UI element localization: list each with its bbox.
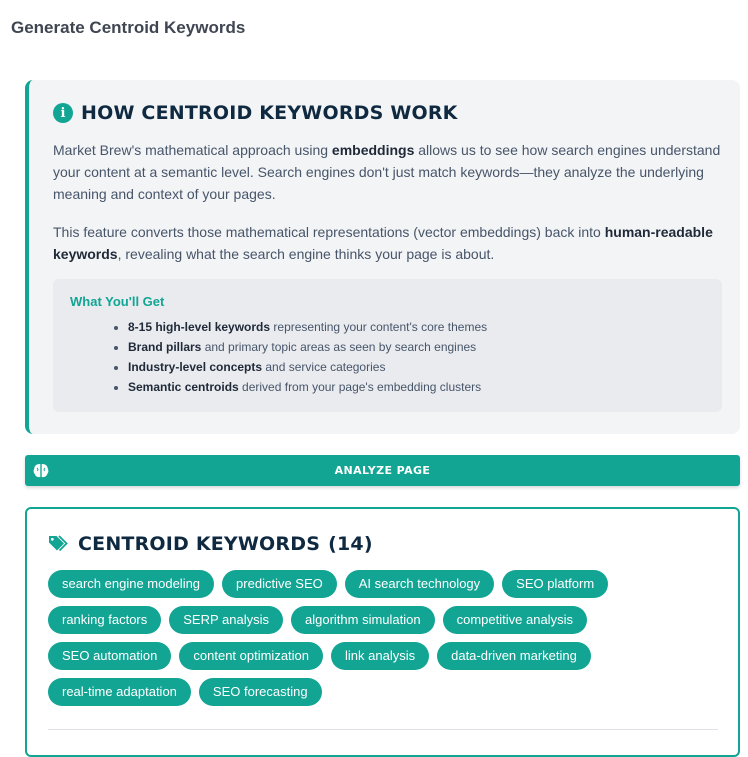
keyword-chip[interactable]: search engine modeling: [48, 570, 214, 598]
info-card: [25, 80, 740, 434]
benefit-list: [111, 317, 487, 397]
keyword-chip[interactable]: data-driven marketing: [437, 642, 591, 670]
keyword-chip[interactable]: link analysis: [331, 642, 429, 670]
info-icon: i: [53, 103, 73, 123]
keyword-chip[interactable]: SERP analysis: [169, 606, 283, 634]
keywords-heading: CENTROID KEYWORDS: [78, 533, 321, 555]
keyword-chip[interactable]: predictive SEO: [222, 570, 337, 598]
keyword-chip[interactable]: SEO automation: [48, 642, 171, 670]
benefit-item: • 8-15 high-level keywords representing your content's core themes: [128, 317, 487, 337]
keyword-chip[interactable]: algorithm simulation: [291, 606, 435, 634]
benefit-item: • Semantic centroids derived from your page's embedding clusters: [128, 377, 487, 397]
info-heading: HOW CENTROID KEYWORDS WORK: [81, 102, 458, 124]
centroid-keywords-card: [25, 507, 740, 757]
divider: [48, 729, 718, 730]
what-youll-get-title: What You'll Get: [70, 294, 165, 309]
benefit-item: • Brand pillars and primary topic areas as seen by search engines: [128, 337, 487, 357]
keyword-chips: [48, 570, 718, 706]
info-paragraph-2: This feature converts those mathematical representations (vector embeddings) back into human-readable keywords, revealing what the search engine thinks your page is about.: [53, 224, 713, 262]
analyze-page-label: ANALYZE PAGE: [334, 464, 431, 477]
keywords-header: [48, 533, 373, 555]
keywords-count: (14): [328, 533, 373, 555]
keyword-chip[interactable]: AI search technology: [345, 570, 494, 598]
keyword-chip[interactable]: content optimization: [179, 642, 323, 670]
info-paragraph-1: Market Brew's mathematical approach using embeddings allows us to see how search engines understand your content at a semantic level. Search engines don't just match keywords—they analyze the underlying meaning and context of your pages.: [53, 142, 721, 202]
benefit-item: • Industry-level concepts and service categories: [128, 357, 487, 377]
what-youll-get-box: [53, 279, 722, 412]
keyword-chip[interactable]: SEO platform: [502, 570, 608, 598]
tags-icon: [48, 535, 70, 553]
keyword-chip[interactable]: ranking factors: [48, 606, 161, 634]
page-title: Generate Centroid Keywords: [11, 18, 246, 37]
analyze-page-button[interactable]: [25, 455, 740, 486]
keyword-chip[interactable]: SEO forecasting: [199, 678, 322, 706]
info-header: [53, 102, 458, 124]
keyword-chip[interactable]: real-time adaptation: [48, 678, 191, 706]
keyword-chip[interactable]: competitive analysis: [443, 606, 587, 634]
